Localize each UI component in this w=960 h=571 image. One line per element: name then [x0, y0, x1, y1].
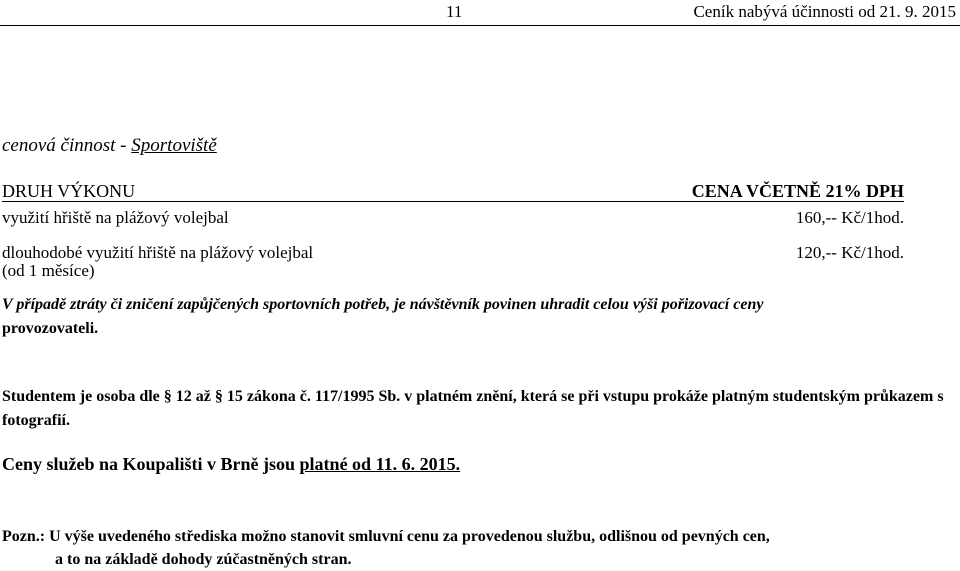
footnote-line-1: U výše uvedeného střediska možno stanovit smluvní cenu za provedenou službu, odlišnou od pevných cen,	[45, 528, 770, 545]
loss-note	[2, 293, 960, 341]
table-row-price: 160,-- Kč/1hod.	[795, 208, 904, 227]
loss-note-text: V případě ztráty či zničení zapůjčených sportovních potřeb, je návštěvník povinen uhradit celou výši pořizovací ceny	[2, 296, 764, 313]
table-row-price: 120,-- Kč/1hod.	[795, 243, 904, 262]
column-header-underline	[2, 201, 180, 202]
footnote-label: Pozn.:	[2, 528, 46, 545]
student-paragraph-1: 12	[175, 388, 192, 405]
header-divider	[0, 25, 960, 26]
table-row-label: využití hřiště na plážový volejbal	[2, 208, 229, 227]
table-row-label: dlouhodobé využití hřiště na plážový volejbal	[2, 243, 314, 262]
column-header-price: CENA VČETNĚ 21% DPH	[691, 181, 904, 201]
student-note-suffix: zákona č. 117/1995 Sb. v platném znění, která se při vstupu prokáže platným studentským průkazem s fotografií.	[2, 388, 944, 429]
validity-date: Ceník nabývá účinnosti od 21. 9. 2015	[693, 2, 956, 21]
footnote-line-2: a to na základě dohody zúčastněných stran.	[55, 551, 352, 568]
page-header	[0, 0, 960, 28]
paragraph-symbol-icon: §	[214, 388, 227, 405]
table-row-label-extra: (od 1 měsíce)	[2, 261, 95, 280]
section-title	[2, 135, 217, 157]
prices-validity-date: platné od 11. 6. 2015.	[299, 454, 461, 474]
paragraph-symbol-icon: §	[163, 388, 176, 405]
page-number: 11	[446, 2, 463, 21]
section-title-name: Sportoviště	[131, 135, 217, 156]
loss-note-tail: provozovateli.	[2, 320, 99, 337]
column-header-service: DRUH VÝKONU	[2, 181, 136, 201]
student-note-mid: až	[191, 388, 215, 405]
student-note-prefix: Studentem je osoba dle	[2, 388, 164, 405]
section-title-prefix: cenová činnost -	[2, 135, 132, 156]
student-note	[2, 385, 960, 433]
student-paragraph-2: 15	[226, 388, 243, 405]
prices-validity-prefix: Ceny služeb na Koupališti v Brně jsou	[2, 454, 300, 474]
column-header-divider	[180, 201, 904, 202]
footnote	[2, 525, 960, 571]
prices-validity	[2, 454, 460, 475]
